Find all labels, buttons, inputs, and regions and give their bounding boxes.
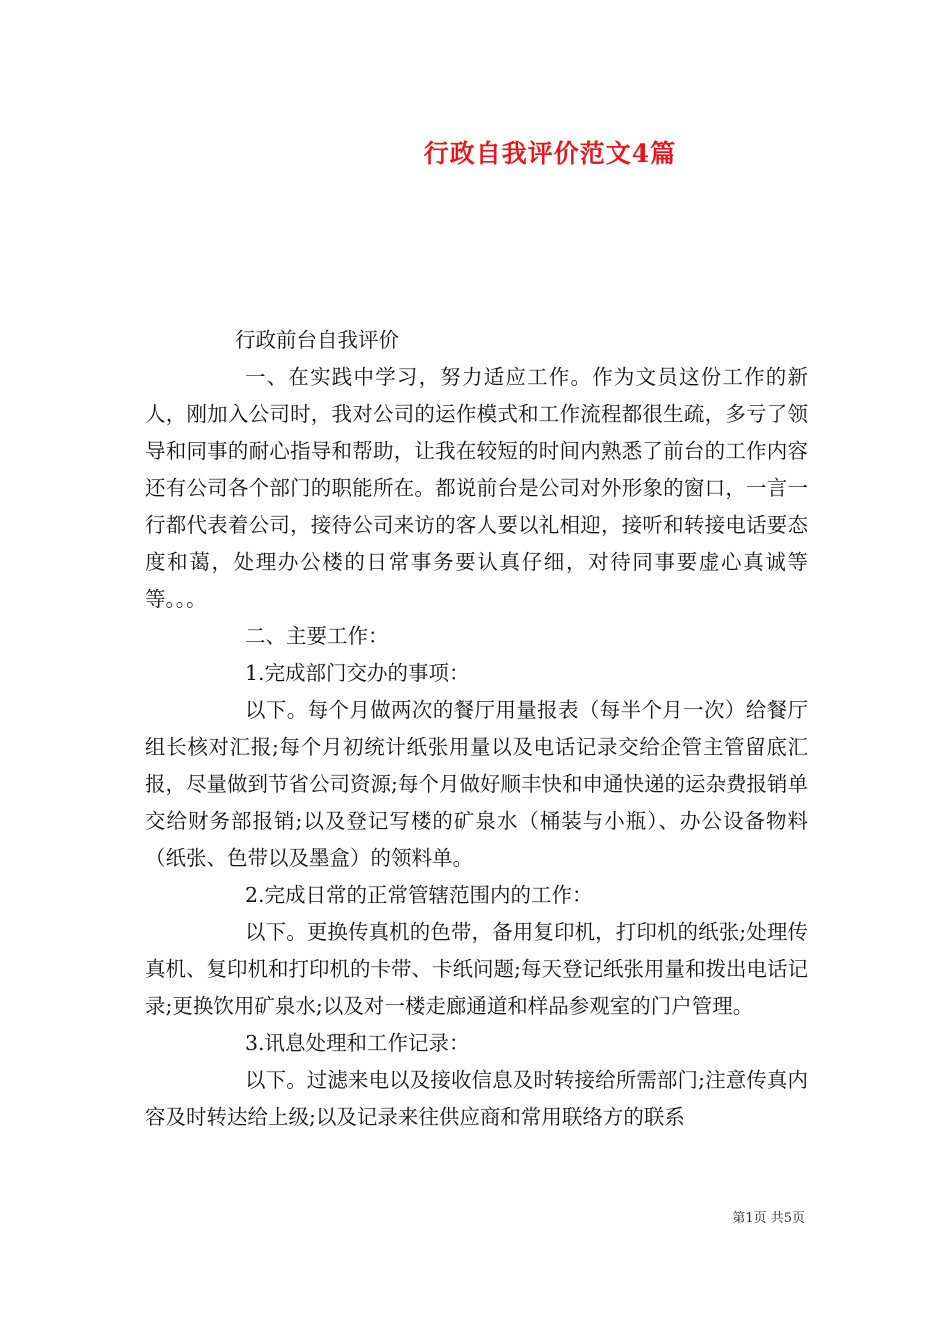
subsection-heading-3: 3.讯息处理和工作记录： bbox=[245, 1031, 470, 1055]
document-subtitle: 行政前台自我评价 bbox=[235, 328, 399, 352]
subsection-heading-2: 2.完成日常的正常管辖范围内的工作： bbox=[245, 883, 593, 907]
paragraph-1: 以下。每个月做两次的餐厅用量报表（每半个月一次）给餐厅组长核对汇报;每个月初统计纸张用量以及电话记录交给企管主管留底汇报，尽量做到节省公司资源;每个月做好顺丰快和申通快递的运杂费报销单交给财务部报销;以及登记写楼的矿泉水（桶装与小瓶）、办公设备物料（纸张、色带以及墨盒）的领料单。 bbox=[145, 698, 808, 870]
document-title: 行政自我评价范文4篇 bbox=[423, 139, 677, 168]
section-heading-main-work: 二、主要工作： bbox=[245, 624, 389, 648]
subsection-heading-1: 1.完成部门交办的事项： bbox=[245, 661, 470, 685]
paragraph-intro: 一、在实践中学习，努力适应工作。作为文员这份工作的新人，刚加入公司时，我对公司的运作模式和工作流程都很生疏，多亏了领导和同事的耐心指导和帮助，让我在较短的时间内熟悉了前台的工作内容还有公司各个部门的职能所在。都说前台是公司对外形象的窗口，一言一行都代表着公司，接待公司来访的客人要以礼相迎，接听和转接电话要态度和蔼，处理办公楼的日常事务要认真仔细，对待同事要虚心真诚等等。。。 bbox=[145, 365, 808, 611]
paragraph-2: 以下。更换传真机的色带，备用复印机，打印机的纸张;处理传真机、复印机和打印机的卡带、卡纸问题;每天登记纸张用量和拨出电话记录;更换饮用矿泉水;以及对一楼走廊通道和样品参观室的门户管理。 bbox=[145, 920, 808, 1018]
document-body bbox=[145, 322, 808, 1136]
page-number-footer: 第1页 共5页 bbox=[732, 1211, 805, 1226]
paragraph-3: 以下。过滤来电以及接收信息及时转接给所需部门;注意传真内容及时转达给上级;以及记录来往供应商和常用联络方的联系 bbox=[145, 1068, 808, 1129]
